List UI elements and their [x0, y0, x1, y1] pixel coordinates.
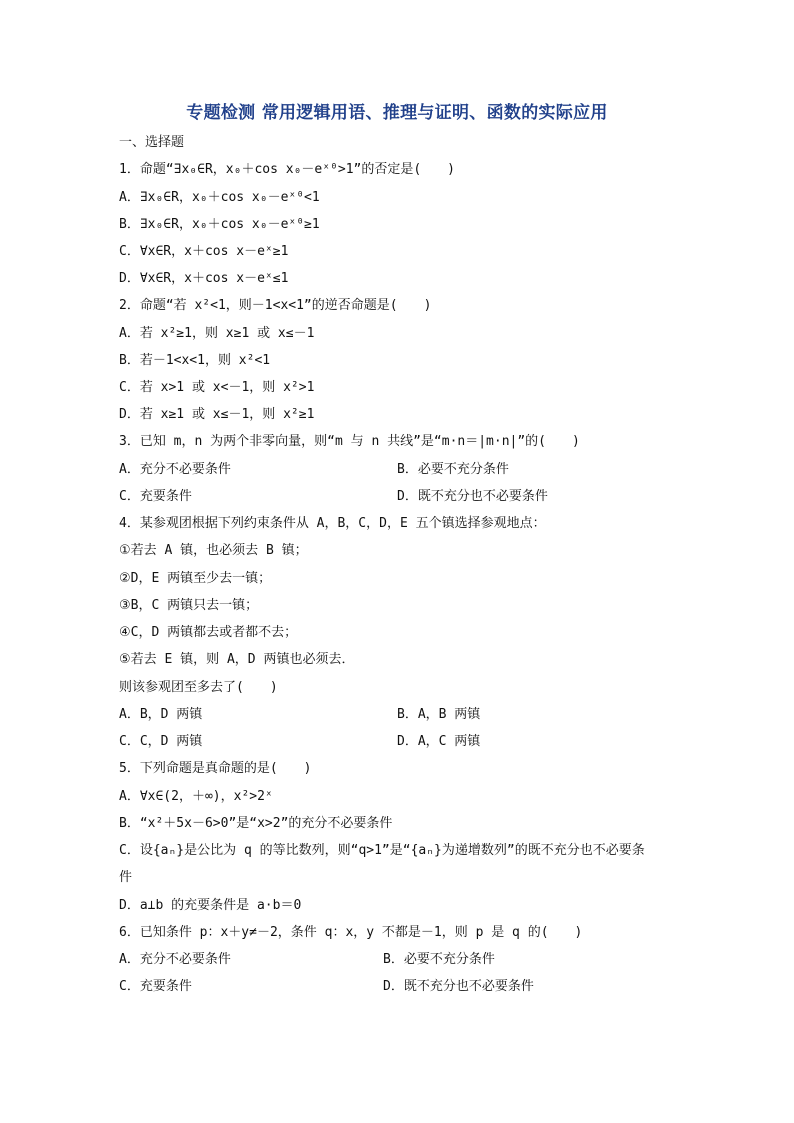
question-6-option-b: B．必要不充分条件: [383, 952, 495, 967]
question-5-stem: 5．下列命题是真命题的是( ): [119, 761, 312, 776]
question-4-option-b: B．A，B 两镇: [397, 707, 481, 722]
question-1-stem: 1．命题“∃x₀∈R，x₀＋cos x₀－eˣ⁰>1”的否定是( ): [119, 162, 456, 177]
section-heading: 一、选择题: [119, 135, 185, 150]
question-3-stem: 3．已知 m，n 为两个非零向量，则“m 与 n 共线”是“m·n＝|m·n|”的( ): [119, 434, 580, 449]
question-5-option-c-continued: 件: [119, 870, 133, 885]
question-3-option-d: D．既不充分也不必要条件: [397, 489, 548, 504]
question-1-option-a: A．∃x₀∈R，x₀＋cos x₀－eˣ⁰<1: [119, 190, 320, 205]
question-4-option-c: C．C，D 两镇: [119, 734, 203, 749]
question-2-option-a: A．若 x²≥1，则 x≥1 或 x≤－1: [119, 326, 315, 341]
question-3-option-b: B．必要不充分条件: [397, 462, 509, 477]
question-2-option-d: D．若 x≥1 或 x≤－1，则 x²≥1: [119, 407, 315, 422]
question-3-option-c: C．充要条件: [119, 489, 192, 504]
page-title: 专题检测 常用逻辑用语、推理与证明、函数的实际应用: [186, 103, 608, 123]
question-4-condition-5: ⑤若去 E 镇，则 A，D 两镇也必须去．: [119, 652, 355, 667]
question-4-ask: 则该参观团至多去了( ): [119, 680, 278, 695]
question-4-condition-1: ①若去 A 镇，也必须去 B 镇；: [119, 543, 308, 558]
question-3-option-a: A．充分不必要条件: [119, 462, 231, 477]
question-1-option-b: B．∃x₀∈R，x₀＋cos x₀－eˣ⁰≥1: [119, 217, 320, 232]
question-2-option-c: C．若 x>1 或 x<－1，则 x²>1: [119, 380, 315, 395]
question-5-option-c: C．设{aₙ}是公比为 q 的等比数列，则“q>1”是“{aₙ}为递增数列”的既不充分也不必要条: [119, 843, 645, 858]
question-1-option-c: C．∀x∈R，x＋cos x－eˣ≥1: [119, 244, 289, 259]
question-6-option-c: C．充要条件: [119, 979, 192, 994]
question-2-stem: 2．命题“若 x²<1，则－1<x<1”的逆否命题是( ): [119, 298, 432, 313]
question-6-stem: 6．已知条件 p：x＋y≠－2，条件 q：x，y 不都是－1，则 p 是 q 的( ): [119, 925, 583, 940]
question-4-condition-2: ②D，E 两镇至少去一镇；: [119, 571, 272, 586]
question-6-option-a: A．充分不必要条件: [119, 952, 231, 967]
question-4-option-d: D．A，C 两镇: [397, 734, 481, 749]
question-4-option-a: A．B，D 两镇: [119, 707, 203, 722]
question-4-condition-4: ④C，D 两镇都去或者都不去；: [119, 625, 298, 640]
question-6-option-d: D．既不充分也不必要条件: [383, 979, 534, 994]
question-1-option-d: D．∀x∈R，x＋cos x－eˣ≤1: [119, 271, 289, 286]
question-5-option-d: D．a⊥b 的充要条件是 a·b＝0: [119, 898, 302, 913]
question-2-option-b: B．若－1<x<1，则 x²<1: [119, 353, 271, 368]
question-5-option-b: B．“x²＋5x－6>0”是“x>2”的充分不必要条件: [119, 816, 393, 831]
question-5-option-a: A．∀x∈(2，＋∞)，x²>2ˣ: [119, 789, 273, 804]
question-4-condition-3: ③B，C 两镇只去一镇；: [119, 598, 259, 613]
question-4-stem: 4．某参观团根据下列约束条件从 A，B，C，D，E 五个镇选择参观地点：: [119, 516, 546, 531]
